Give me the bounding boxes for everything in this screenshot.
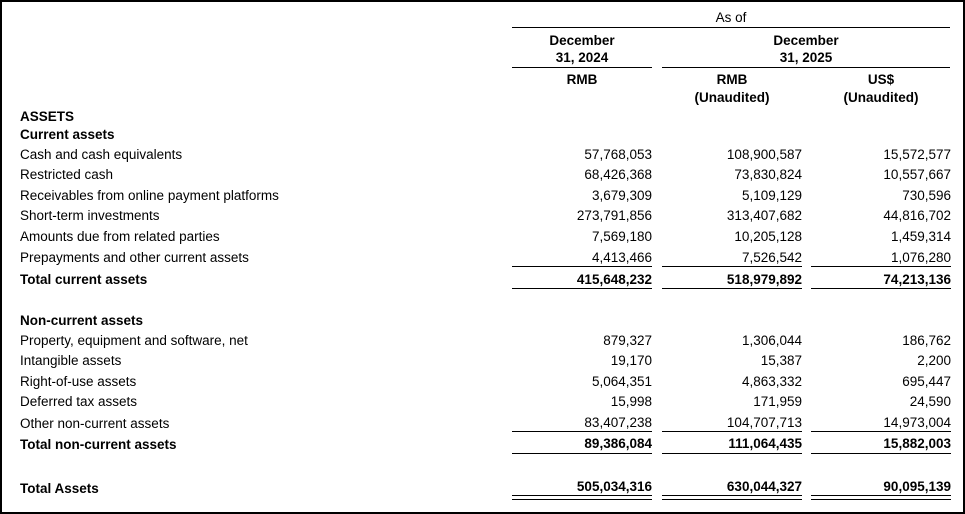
- row-value-2025-usd: 695,447: [902, 374, 951, 389]
- row-value-2025-usd: 24,590: [909, 394, 951, 409]
- total-rule: [512, 288, 652, 289]
- row-label: Cash and cash equivalents: [20, 147, 183, 162]
- non-current-assets-heading: Non-current assets: [20, 313, 144, 328]
- row-label: Deferred tax assets: [20, 394, 138, 409]
- row-label: Short-term investments: [20, 208, 160, 223]
- subtotal-rule: [662, 266, 802, 267]
- row-label: Amounts due from related parties: [20, 229, 220, 244]
- row-value-2024: 15,998: [610, 394, 652, 409]
- total-assets-2025-usd: 90,095,139: [883, 479, 951, 494]
- total-assets-2025-rmb: 630,044,327: [726, 479, 802, 494]
- assets-heading: ASSETS: [20, 109, 75, 124]
- grand-total-double-rule: [662, 495, 802, 500]
- row-value-2025-rmb: 104,707,713: [726, 415, 802, 430]
- col23-date-rule: [662, 67, 950, 68]
- as-of-header: As of: [715, 10, 747, 25]
- total-rule: [662, 288, 802, 289]
- row-label: Restricted cash: [20, 167, 114, 182]
- row-label: Intangible assets: [20, 353, 122, 368]
- subtotal-rule: [811, 431, 951, 432]
- row-label: Right-of-use assets: [20, 374, 137, 389]
- row-value-2025-usd: 2,200: [917, 353, 951, 368]
- row-value-2025-usd: 730,596: [902, 188, 951, 203]
- row-value-2025-usd: 1,076,280: [890, 250, 951, 265]
- col3-currency: US$: [867, 72, 895, 87]
- col23-date-line1: December: [773, 33, 839, 48]
- total-non-current-label: Total non-current assets: [20, 437, 177, 452]
- total-non-current-2025-usd: 15,882,003: [883, 436, 951, 451]
- col1-date-line1: December: [549, 33, 615, 48]
- row-value-2024: 879,327: [603, 333, 652, 348]
- row-value-2025-rmb: 73,830,824: [734, 167, 802, 182]
- row-value-2025-rmb: 108,900,587: [726, 147, 802, 162]
- row-label: Receivables from online payment platforms: [20, 188, 279, 203]
- total-current-2025-usd: 74,213,136: [883, 272, 951, 287]
- row-value-2025-usd: 10,557,667: [883, 167, 951, 182]
- row-value-2024: 57,768,053: [584, 147, 652, 162]
- total-current-2025-rmb: 518,979,892: [726, 272, 802, 287]
- total-rule: [512, 453, 652, 454]
- row-value-2025-usd: 14,973,004: [883, 415, 951, 430]
- current-assets-heading: Current assets: [20, 127, 115, 142]
- total-non-current-2024: 89,386,084: [584, 436, 652, 451]
- as-of-rule: [512, 27, 950, 28]
- row-value-2025-rmb: 1,306,044: [741, 333, 802, 348]
- subtotal-rule: [811, 266, 951, 267]
- row-value-2025-rmb: 10,205,128: [734, 229, 802, 244]
- total-rule: [811, 288, 951, 289]
- row-value-2025-usd: 1,459,314: [890, 229, 951, 244]
- row-value-2024: 4,413,466: [591, 250, 652, 265]
- row-value-2024: 83,407,238: [584, 415, 652, 430]
- col1-date-line2: 31, 2024: [555, 50, 609, 65]
- row-label: Other non-current assets: [20, 416, 170, 431]
- row-value-2025-rmb: 313,407,682: [726, 208, 802, 223]
- total-non-current-2025-rmb: 111,064,435: [728, 436, 802, 451]
- total-assets-label: Total Assets: [20, 481, 99, 496]
- row-value-2025-usd: 44,816,702: [883, 208, 951, 223]
- col1-date-rule: [512, 67, 652, 68]
- subtotal-rule: [512, 431, 652, 432]
- col23-date-line2: 31, 2025: [779, 50, 833, 65]
- row-value-2025-usd: 186,762: [902, 333, 951, 348]
- row-value-2024: 5,064,351: [591, 374, 652, 389]
- total-rule: [811, 453, 951, 454]
- row-value-2024: 68,426,368: [584, 167, 652, 182]
- row-value-2025-rmb: 4,863,332: [741, 374, 802, 389]
- row-value-2025-rmb: 5,109,129: [741, 188, 802, 203]
- row-value-2024: 7,569,180: [591, 229, 652, 244]
- row-value-2024: 19,170: [610, 353, 652, 368]
- row-label: Property, equipment and software, net: [20, 333, 248, 348]
- row-value-2024: 3,679,309: [591, 188, 652, 203]
- row-value-2025-rmb: 171,959: [753, 394, 802, 409]
- row-value-2025-rmb: 15,387: [760, 353, 802, 368]
- col3-unaudited-note: (Unaudited): [843, 90, 919, 105]
- col2-unaudited-note: (Unaudited): [694, 90, 770, 105]
- grand-total-double-rule: [512, 495, 652, 500]
- grand-total-double-rule: [811, 495, 951, 500]
- col1-currency: RMB: [566, 72, 598, 87]
- total-rule: [662, 453, 802, 454]
- total-current-label: Total current assets: [20, 272, 148, 287]
- col2-currency: RMB: [716, 72, 748, 87]
- total-assets-2024: 505,034,316: [576, 479, 652, 494]
- row-value-2024: 273,791,856: [576, 208, 652, 223]
- subtotal-rule: [662, 431, 802, 432]
- row-value-2025-usd: 15,572,577: [883, 147, 951, 162]
- row-label: Prepayments and other current assets: [20, 250, 249, 265]
- row-value-2025-rmb: 7,526,542: [741, 250, 802, 265]
- total-current-2024: 415,648,232: [576, 272, 652, 287]
- subtotal-rule: [512, 266, 652, 267]
